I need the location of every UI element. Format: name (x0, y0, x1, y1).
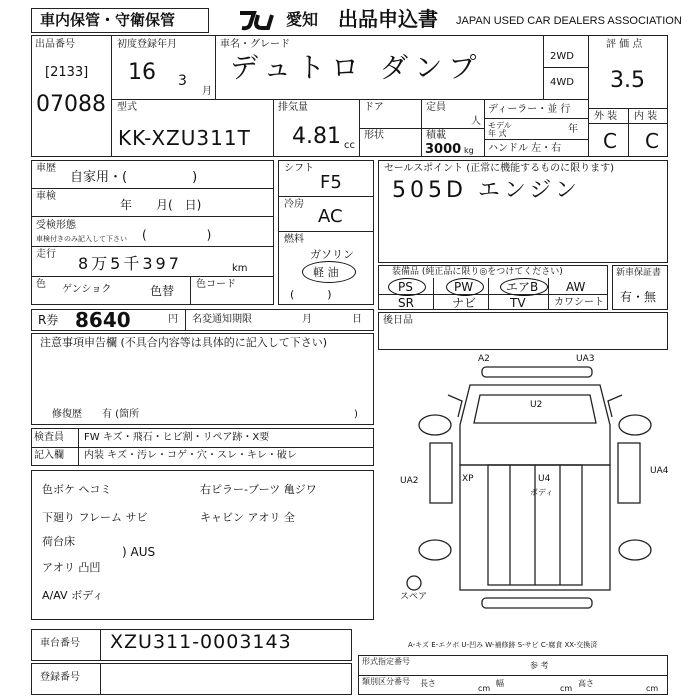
vehicle-diagram (400, 355, 670, 625)
displacement-unit: cc (344, 140, 355, 151)
receipt-label: 受検形態 (36, 220, 76, 231)
width-unit: cm (560, 684, 573, 693)
reg-label: 初度登録年月 (117, 39, 177, 50)
displacement-value: 4.81 (292, 124, 341, 149)
form-title: 出品申込書 (338, 7, 438, 31)
note-right-1: 右ピラー-ブーツ 亀ジワ (200, 483, 317, 496)
inspection-label: 車検 (36, 191, 56, 202)
handle-label: ハンドル 左・右 (488, 143, 562, 154)
capacity-unit: 人 (471, 116, 481, 127)
interior-row: 内装 キズ・汚レ・コゲ・穴・スレ・キレ・破レ (84, 450, 297, 461)
eq-kawa: カワシート (554, 297, 604, 308)
fuel-diesel: 軽 油 (313, 266, 339, 279)
name-notice-label: 名変通知期限 (192, 314, 252, 325)
capacity-label: 定員 (426, 102, 446, 113)
note-right-2: キャビン アオリ 全 (200, 511, 295, 524)
fuel-label: 燃料 (284, 234, 304, 245)
dealer-label: ディーラー・並 行 (488, 104, 571, 115)
model-year-label: モデル (488, 121, 512, 130)
inspection-value: 年 月( 日) (120, 198, 202, 212)
mileage-value: 8万5千397 (78, 254, 182, 273)
note-line-3: 荷台床 (42, 535, 75, 548)
score-label: 評 価 点 (606, 39, 643, 50)
diagram-u4: U4 (538, 474, 551, 484)
warranty-label: 新車保証書 (616, 268, 662, 278)
load-label: 積載 (426, 130, 446, 141)
drive-2wd: 2WD (550, 51, 574, 62)
lot-number: 07088 (36, 92, 106, 117)
receipt-value: ( ) (142, 228, 212, 242)
interior-label: 内 装 (634, 111, 658, 122)
plate-label: 登録番号 (40, 672, 80, 683)
eq-navi: ナビ (452, 296, 477, 310)
model-label: 車名・グレード (220, 39, 290, 50)
later-label: 後日品 (383, 315, 413, 326)
sales-value: 505D エンジン (392, 178, 581, 203)
exterior-label: 外 装 (594, 111, 618, 122)
association-name: JAPAN USED CAR DEALERS ASSOCIATION (456, 15, 682, 27)
note-side-aus: ) AUS (122, 545, 156, 559)
warranty-value: 有・無 (620, 290, 657, 304)
eq-aw: AW (566, 280, 586, 294)
ju-logo (238, 9, 288, 31)
diagram-a2: A2 (478, 354, 490, 364)
note-line-2: 下廻り フレーム サビ (42, 511, 148, 524)
mileage-label: 走行 (36, 249, 56, 260)
entry-label: 記入欄 (34, 450, 64, 461)
category-label: 類別区分番号 (362, 677, 410, 686)
year-unit: 年 (568, 124, 578, 135)
length-label: 長さ (420, 679, 436, 688)
chassis-value: XZU311-0003143 (110, 631, 292, 653)
name-notice-day: 日 (352, 314, 362, 325)
usage-label: 車歴 (36, 163, 56, 174)
fw-row: FW キズ・飛石・ヒビ割・リペア跡・X要 (84, 432, 270, 443)
diagram-u2: U2 (530, 400, 543, 410)
eq-sr: SR (398, 296, 414, 310)
door-label: ドア (364, 102, 384, 113)
mileage-unit: km (232, 263, 248, 274)
fuel-gas: ガソリン (310, 248, 354, 261)
exterior-grade: C (603, 129, 617, 153)
width-label: 幅 (496, 679, 504, 688)
model-year-label-2: 年 式 (488, 129, 507, 138)
storage-label: 車内保管・守衛保管 (40, 11, 176, 29)
shift-label: シフト (284, 163, 314, 174)
diagram-ua2: UA2 (400, 476, 419, 486)
spare-label: スペア (400, 592, 428, 602)
form-type-label: 形式指定番号 (362, 657, 410, 666)
diagram-xp: XP (462, 474, 474, 484)
note-line-1: 色ボケ ヘコミ (42, 483, 112, 496)
repair-label: 修復歴 有 (箇所 (52, 409, 140, 420)
height-unit: cm (646, 684, 659, 693)
length-unit: cm (478, 684, 491, 693)
r-value: 8640 (75, 308, 131, 332)
type-label: 型式 (117, 102, 137, 113)
load-unit: kg (464, 146, 474, 155)
diagram-ua4: UA4 (650, 466, 669, 476)
lot-label: 出品番号 (35, 39, 75, 50)
month-unit: 月 (202, 86, 212, 97)
color-change: 色替 (150, 284, 175, 298)
brand-name: 愛知 (286, 10, 319, 29)
score-value: 3.5 (610, 68, 645, 93)
name-notice-month: 月 (302, 314, 312, 325)
sales-box (378, 160, 668, 263)
shift-value: F5 (320, 172, 342, 193)
checker-label: 検査員 (34, 432, 64, 443)
repair-close: ) (354, 409, 358, 420)
fuel-other: ( ) (290, 288, 332, 301)
shape-label: 形状 (364, 130, 384, 141)
eq-airbag: エアB (506, 280, 539, 294)
interior-grade: C (645, 129, 659, 153)
reg-month: 3 (178, 73, 187, 89)
note-line-4: アオリ 凸凹 (42, 561, 101, 574)
equipment-label: 装備品 (純正品に限り◎をつけてください) (392, 267, 563, 277)
color-value: ゲンショク (62, 284, 112, 295)
eq-pw: PW (454, 280, 474, 294)
model-name: デュトロ ダンプ (230, 51, 483, 84)
note-line-5: A/AV ボディ (42, 589, 104, 602)
r-unit: 円 (168, 314, 178, 325)
reg-year: 16 (128, 60, 156, 85)
usage-value: 自家用・( ) (70, 170, 198, 185)
type-value: KK-XZU311T (118, 126, 251, 150)
displacement-label: 排気量 (278, 102, 308, 113)
r-label: R券 (38, 313, 59, 327)
drive-4wd: 4WD (550, 77, 574, 88)
later-box (378, 312, 668, 350)
color-code-label: 色コード (196, 279, 236, 290)
form-ref: 参 考 (530, 661, 549, 670)
sales-label: セールスポイント (正常に機能するものに限ります) (384, 163, 615, 174)
ac-value: AC (318, 206, 343, 227)
eq-ps: PS (398, 280, 413, 294)
damage-legend: A-キズ E-エクボ U-凹み W-補修跡 S-サビ C-腐食 XX-交換済 (408, 641, 598, 649)
receipt-sub: 車検付きのみ記入して下さい (36, 235, 127, 243)
notice-label: 注意事項申告欄 (不具合内容等は具体的に記入して下さい) (40, 336, 328, 349)
diagram-body-note: ボディ (530, 488, 554, 497)
ac-label: 冷房 (284, 199, 304, 210)
chassis-label: 車台番号 (40, 638, 80, 649)
color-label: 色 (36, 279, 46, 290)
height-label: 高さ (578, 679, 594, 688)
lot-bracket: [2133] (45, 65, 89, 80)
load-value: 3000 (425, 142, 462, 157)
diagram-ua3: UA3 (576, 354, 595, 364)
eq-tv: TV (510, 296, 526, 310)
